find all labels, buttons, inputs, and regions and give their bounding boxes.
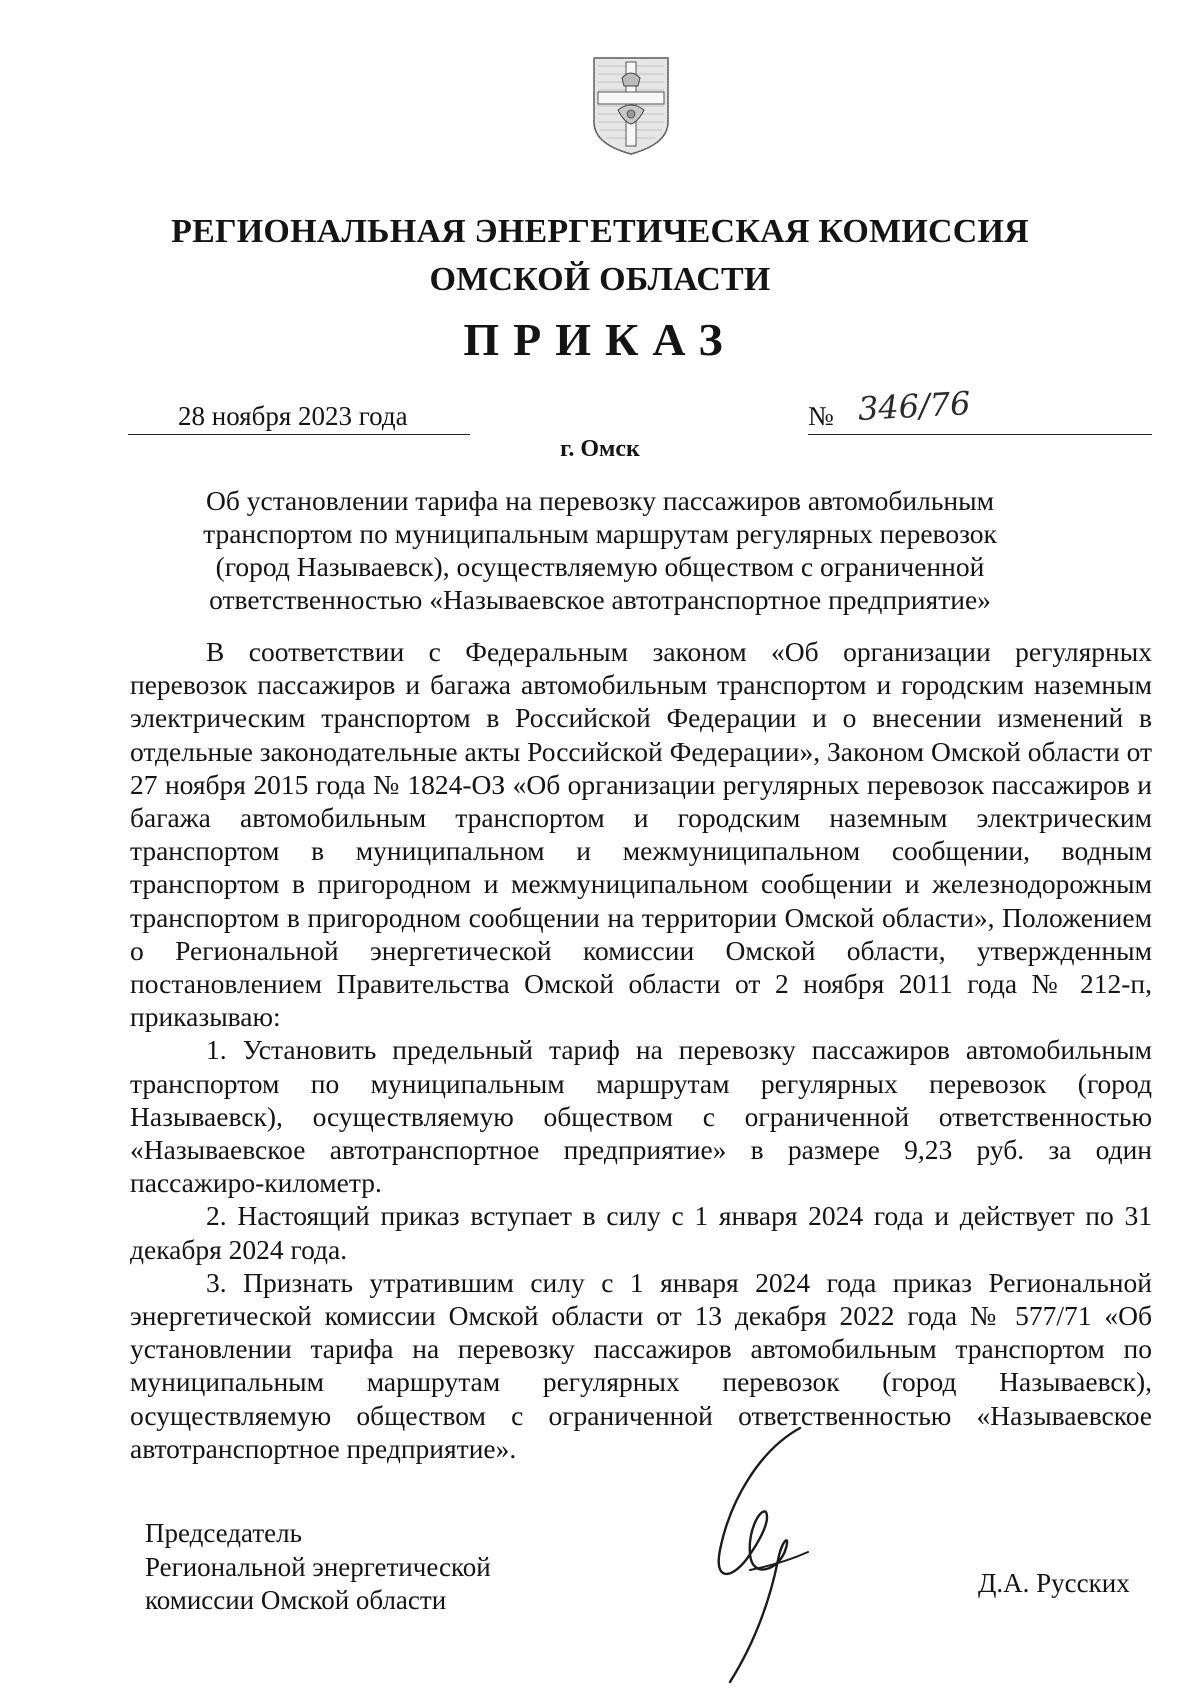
signatory-position-line: Председатель bbox=[145, 1518, 302, 1548]
document-body bbox=[130, 635, 1152, 1465]
handwritten-signature-icon bbox=[690, 1420, 840, 1690]
subject-line: ответственностью «Называевское автотранспортное предприятие» bbox=[209, 584, 991, 615]
signatory-name: Д.А. Русских bbox=[978, 1568, 1130, 1598]
document-type-title: ПРИКАЗ bbox=[463, 314, 737, 365]
order-item-3: 3. Признать утратившим силу с 1 января 2024 года приказ Региональной энергетической комиссии Омской области от 13 декабря 2022 года № 577/71 «Об установлении тарифа на перевозку пассажиров автомобильным транспортом по муниципальным маршрутам регулярных перевозок (город Называевск), осуществляемую обществом с ограниченной ответственностью «Называевское автотранспортное предприятие». bbox=[130, 1266, 1152, 1464]
subject-line: Об установлении тарифа на перевозку пассажиров автомобильным bbox=[206, 485, 994, 516]
coat-of-arms-icon bbox=[588, 52, 674, 158]
signatory-position-line: Региональной энергетической bbox=[145, 1551, 491, 1582]
organization-name bbox=[150, 208, 1050, 304]
document-subject bbox=[190, 484, 1010, 616]
subject-line: транспортом по муниципальным маршрутам регулярных перевозок bbox=[203, 518, 997, 549]
document-city: г. Омск bbox=[560, 436, 640, 462]
signatory-position bbox=[145, 1517, 491, 1618]
number-sign: № bbox=[808, 401, 834, 431]
organization-name-line1: РЕГИОНАЛЬНАЯ ЭНЕРГЕТИЧЕСКАЯ КОМИССИЯ bbox=[171, 213, 1029, 250]
signatory-position-line: комиссии Омской области bbox=[145, 1585, 447, 1615]
subject-line: (город Называевск), осуществляемую обществом с ограниченной bbox=[215, 551, 985, 582]
preamble-paragraph: В соответствии с Федеральным законом «Об организации регулярных перевозок пассажиров и багажа автомобильным транспортом и городским наземным электрическим транспортом в Российской Федерации и о внесении изменений в отдельные законодательные акты Российской Федерации», Законом Омской области от 27 ноября 2015 года № 1824-ОЗ «Об организации регулярных перевозок пассажиров и багажа автомобильным транспортом и городским наземным электрическим транспортом в муниципальном и межмуниципальном сообщении, водным транспортом в пригородном и межмуниципальном сообщении и железнодорожным транспортом в пригородном сообщении на территории Омской области», Положением о Региональной энергетической комиссии Омской области, утвержденным постановлением Правительства Омской области от 2 ноября 2011 года № 212-п, приказываю: bbox=[130, 636, 1152, 1033]
order-item-2: 2. Настоящий приказ вступает в силу с 1 января 2024 года и действует по 31 декабря 2024 года. bbox=[130, 1200, 1152, 1265]
document-number: 346/76 bbox=[857, 384, 972, 428]
document-date: 28 ноября 2023 года bbox=[178, 401, 408, 431]
organization-name-line2: ОМСКОЙ ОБЛАСТИ bbox=[429, 261, 771, 298]
order-item-1: 1. Установить предельный тариф на перевозку пассажиров автомобильным транспортом по муниципальным маршрутам регулярных перевозок (город Называевск), осуществляемую обществом с ограниченной ответственностью «Называевское автотранспортное предприятие» в размере 9,23 руб. за один пассажиро-километр. bbox=[130, 1034, 1152, 1199]
